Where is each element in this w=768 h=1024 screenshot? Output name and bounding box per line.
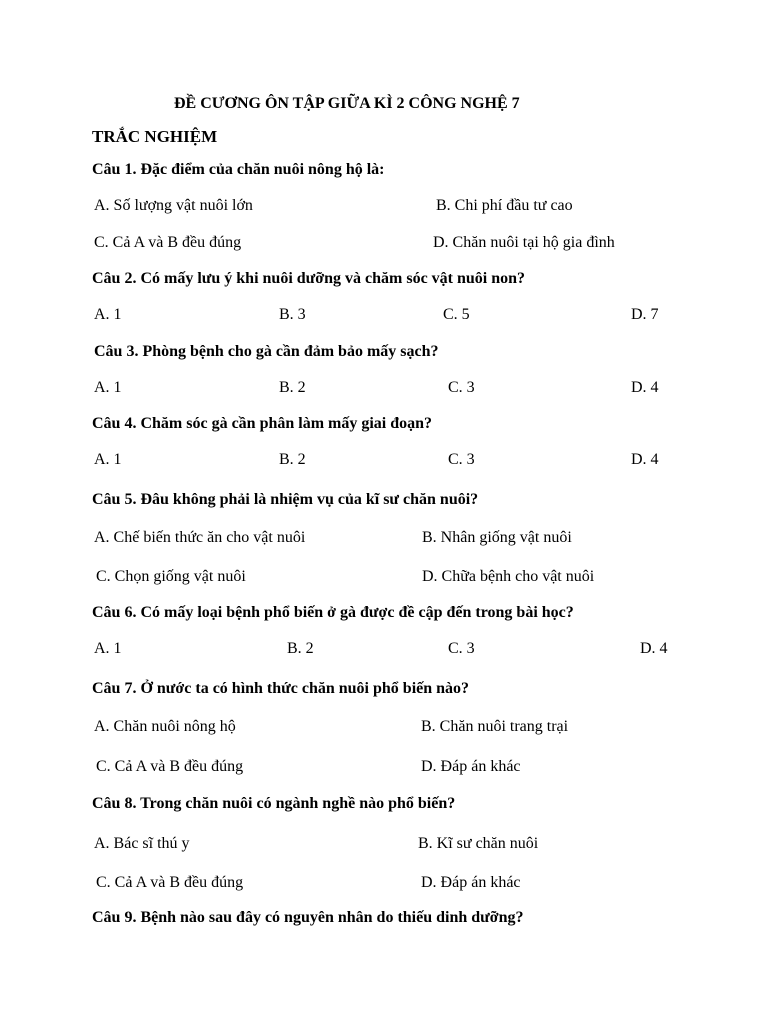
- q1-option-b: B. Chi phí đầu tư cao: [436, 197, 573, 214]
- q7-option-b: B. Chăn nuôi trang trại: [421, 718, 569, 735]
- q6-option-c: C. 3: [448, 640, 475, 657]
- question-4: Câu 4. Chăm sóc gà cần phân làm mấy giai đoạn?: [92, 415, 433, 432]
- q3-option-c: C. 3: [448, 379, 475, 396]
- q3-option-a: A. 1: [94, 379, 122, 396]
- q4-option-c: C. 3: [448, 451, 475, 468]
- q1-option-c: C. Cả A và B đều đúng: [94, 234, 242, 251]
- q3-option-b: B. 2: [279, 379, 306, 396]
- q6-option-b: B. 2: [287, 640, 314, 657]
- question-7: Câu 7. Ở nước ta có hình thức chăn nuôi phổ biến nào?: [92, 680, 470, 697]
- q7-option-d: D. Đáp án khác: [421, 758, 521, 775]
- q8-option-d: D. Đáp án khác: [421, 874, 521, 891]
- q2-option-c: C. 5: [443, 306, 470, 323]
- q6-option-d: D. 4: [640, 640, 668, 657]
- q5-option-d: D. Chữa bệnh cho vật nuôi: [422, 568, 595, 585]
- q1-option-a: A. Số lượng vật nuôi lớn: [94, 197, 253, 214]
- q7-option-a: A. Chăn nuôi nông hộ: [94, 718, 236, 735]
- q5-option-c: C. Chọn giống vật nuôi: [96, 568, 246, 585]
- q3-option-d: D. 4: [631, 379, 659, 396]
- q6-option-a: A. 1: [94, 640, 122, 657]
- question-6: Câu 6. Có mấy loại bệnh phổ biến ở gà được đề cập đến trong bài học?: [92, 604, 574, 621]
- document-title: ĐỀ CƯƠNG ÔN TẬP GIỮA KÌ 2 CÔNG NGHỆ 7: [174, 95, 520, 112]
- q1-option-d: D. Chăn nuôi tại hộ gia đình: [433, 234, 615, 251]
- q4-option-a: A. 1: [94, 451, 122, 468]
- q2-option-d: D. 7: [631, 306, 659, 323]
- q8-option-a: A. Bác sĩ thú y: [94, 835, 190, 852]
- q4-option-b: B. 2: [279, 451, 306, 468]
- q8-option-c: C. Cả A và B đều đúng: [96, 874, 244, 891]
- q4-option-d: D. 4: [631, 451, 659, 468]
- question-5: Câu 5. Đâu không phải là nhiệm vụ của kĩ sư chăn nuôi?: [92, 491, 479, 508]
- question-1: Câu 1. Đặc điểm của chăn nuôi nông hộ là:: [92, 161, 385, 178]
- q2-option-a: A. 1: [94, 306, 122, 323]
- question-3: Câu 3. Phòng bệnh cho gà cần đảm bảo mấy sạch?: [94, 343, 439, 360]
- q5-option-b: B. Nhân giống vật nuôi: [422, 529, 572, 546]
- q2-option-b: B. 3: [279, 306, 306, 323]
- section-heading: TRẮC NGHIỆM: [92, 127, 218, 146]
- question-8: Câu 8. Trong chăn nuôi có ngành nghề nào phổ biến?: [92, 795, 456, 812]
- question-2: Câu 2. Có mấy lưu ý khi nuôi dưỡng và chăm sóc vật nuôi non?: [92, 270, 526, 287]
- q7-option-c: C. Cả A và B đều đúng: [96, 758, 244, 775]
- q8-option-b: B. Kĩ sư chăn nuôi: [418, 835, 539, 852]
- q5-option-a: A. Chế biến thức ăn cho vật nuôi: [94, 529, 306, 546]
- question-9: Câu 9. Bệnh nào sau đây có nguyên nhân do thiếu dinh dưỡng?: [92, 909, 524, 926]
